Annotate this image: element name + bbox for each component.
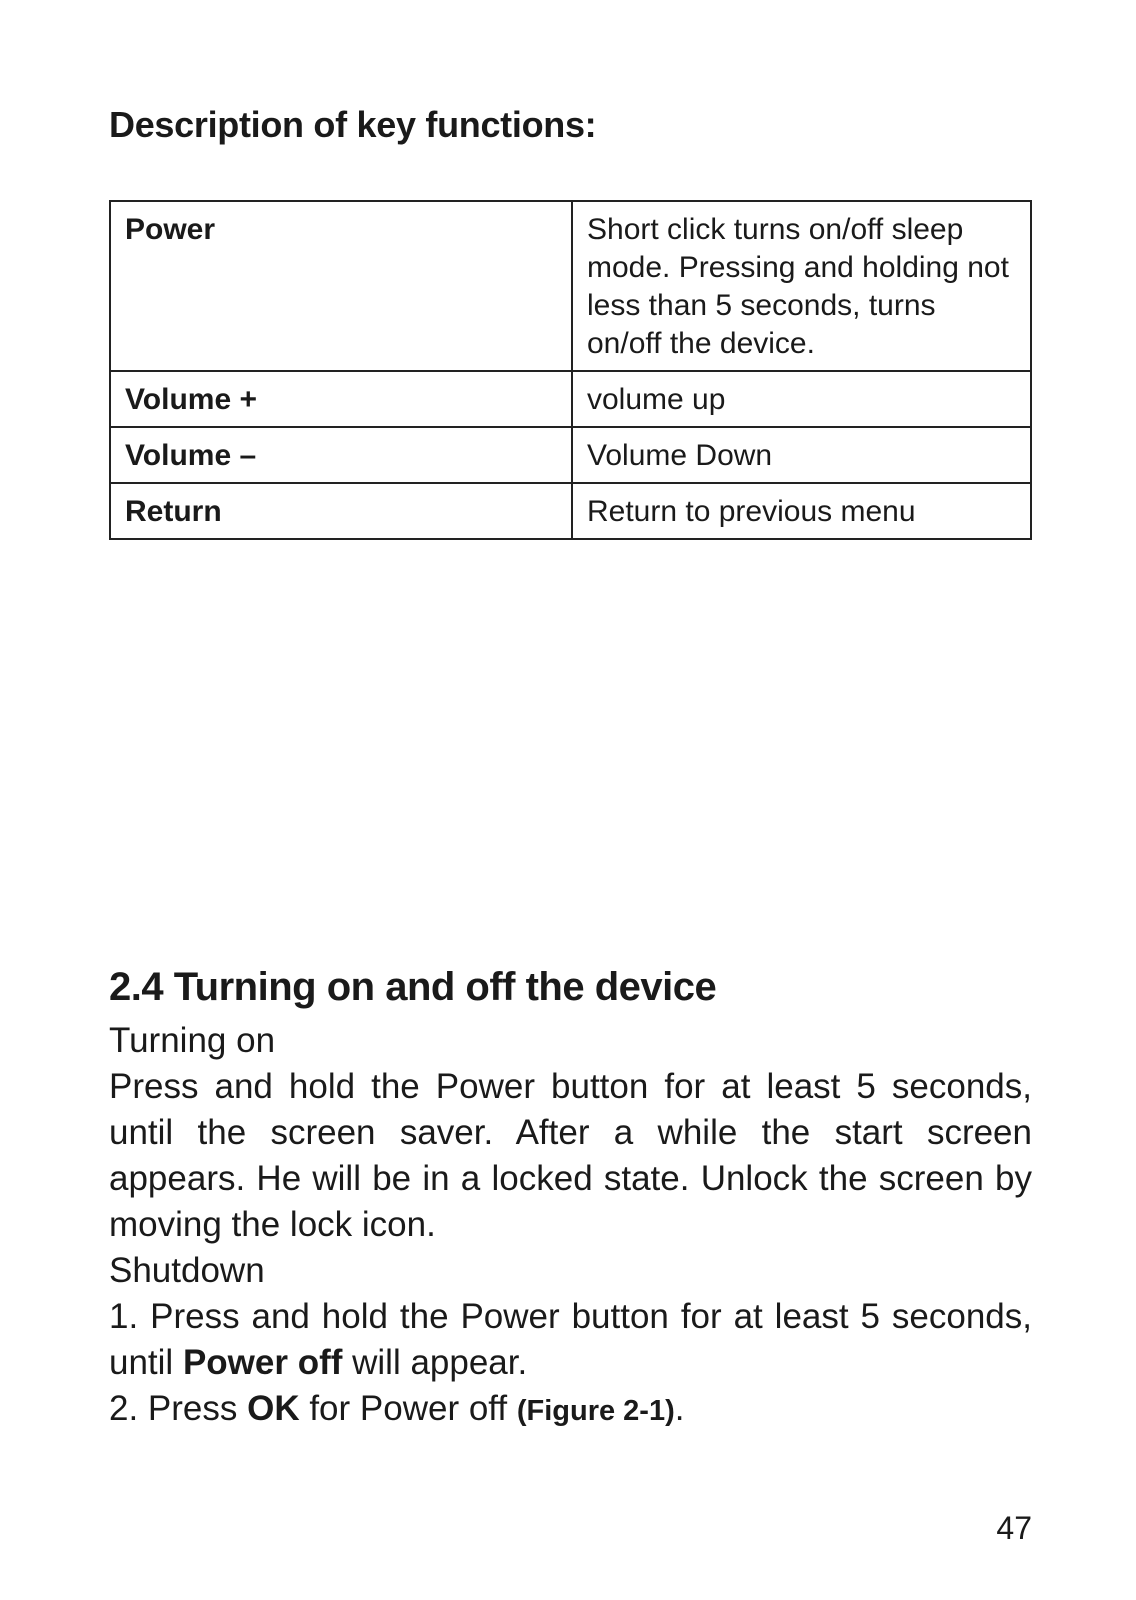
step-1-suffix: will appear. bbox=[342, 1343, 528, 1382]
table-row bbox=[110, 427, 1031, 483]
table-row bbox=[110, 371, 1031, 427]
table-row bbox=[110, 201, 1031, 371]
turning-on-text: Press and hold the Power button for at least 5 seconds, until the screen saver. After a while the start screen appears. He will be in a locked state. Unlock the screen by moving the lock icon. bbox=[109, 1067, 1032, 1244]
key-name: Volume + bbox=[110, 371, 572, 427]
key-name: Power bbox=[110, 201, 572, 371]
page-number: 47 bbox=[996, 1510, 1032, 1546]
shutdown-label: Shutdown bbox=[109, 1251, 265, 1290]
key-description: Short click turns on/off sleep mode. Pressing and holding not less than 5 seconds, turns on/off the device. bbox=[572, 201, 1031, 371]
step-2-prefix: 2. Press bbox=[109, 1389, 248, 1428]
step-2-bold: OK bbox=[247, 1389, 300, 1428]
step-2-suffix: . bbox=[674, 1389, 685, 1428]
key-description: volume up bbox=[572, 371, 1031, 427]
step-1-bold: Power off bbox=[182, 1343, 343, 1382]
section-title: 2.4 Turning on and off the device bbox=[109, 965, 717, 1009]
key-name: Volume – bbox=[110, 427, 572, 483]
step-1-prefix: 1. Press and hold the Power button for at least 5 seconds, until bbox=[109, 1297, 1032, 1382]
step-2-middle: for Power off bbox=[299, 1389, 517, 1428]
turning-on-off-section bbox=[109, 965, 1032, 1434]
key-name: Return bbox=[110, 483, 572, 539]
key-description: Volume Down bbox=[572, 427, 1031, 483]
shutdown-step-2 bbox=[109, 1386, 1032, 1434]
figure-reference: (Figure 2-1) bbox=[516, 1395, 675, 1427]
turning-on-label: Turning on bbox=[109, 1021, 276, 1060]
section-body bbox=[109, 1018, 1032, 1434]
key-functions-table bbox=[109, 200, 1032, 540]
key-description: Return to previous menu bbox=[572, 483, 1031, 539]
key-functions-heading: Description of key functions: bbox=[109, 104, 597, 145]
shutdown-step-1 bbox=[109, 1294, 1032, 1386]
table-row bbox=[110, 483, 1031, 539]
